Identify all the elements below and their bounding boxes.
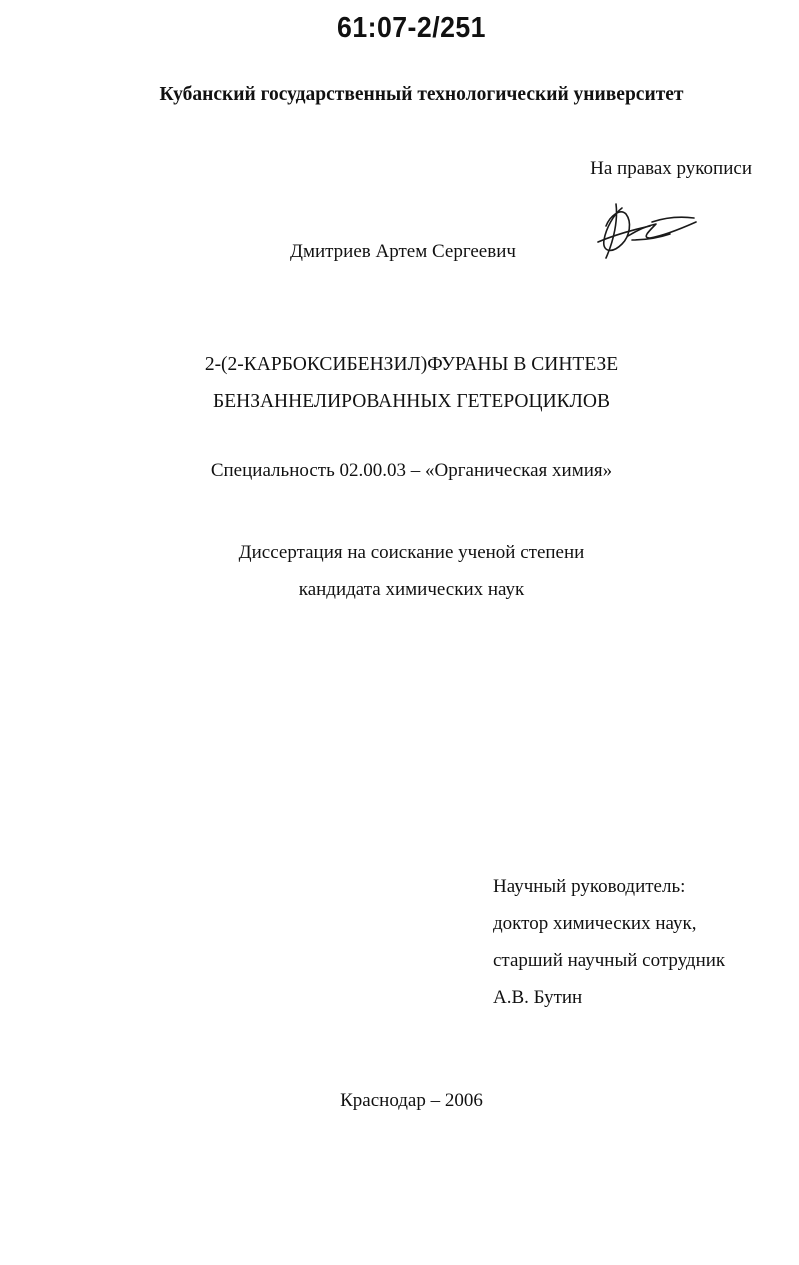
university-name: Кубанский государственный технологический университет xyxy=(159,84,684,105)
supervisor-position: старший научный сотрудник xyxy=(493,950,726,971)
supervisor-name: А.В. Бутин xyxy=(493,987,583,1008)
specialty-line: Специальность 02.00.03 – «Органическая химия» xyxy=(210,460,613,481)
supervisor-degree: доктор химических наук, xyxy=(493,913,697,934)
dissertation-title xyxy=(12,346,799,420)
city-year: Краснодар – 2006 xyxy=(340,1090,483,1111)
degree-line: Диссертация на соискание ученой степени xyxy=(238,542,585,563)
manuscript-rights-note: На правах рукописи xyxy=(590,158,752,179)
title-line: БЕНЗАННЕЛИРОВАННЫХ ГЕТЕРОЦИКЛОВ xyxy=(213,391,610,412)
supervisor-block xyxy=(493,868,725,1016)
author-name: Дмитриев Артем Сергеевич xyxy=(290,241,516,262)
archive-stamp-code: 61:07-2/251 xyxy=(337,12,486,44)
title-line: 2-(2-КАРБОКСИБЕНЗИЛ)ФУРАНЫ В СИНТЕЗЕ xyxy=(204,354,619,375)
degree-line: кандидата химических наук xyxy=(298,579,525,600)
supervisor-heading: Научный руководитель: xyxy=(493,876,686,897)
signature-icon xyxy=(592,200,702,262)
degree-statement xyxy=(12,534,799,608)
